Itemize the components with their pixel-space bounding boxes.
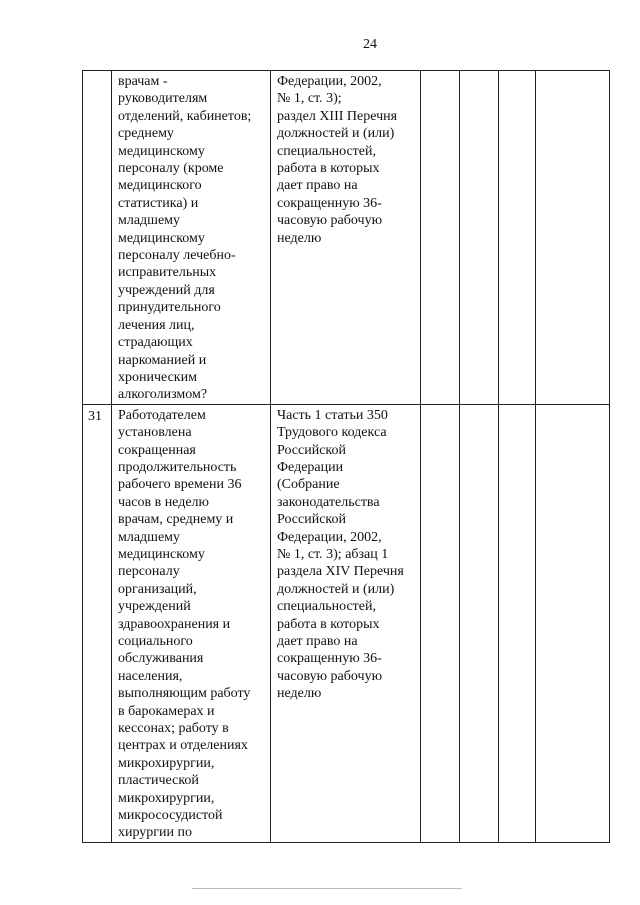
basis-line: неделю [277, 230, 322, 246]
row-number-cell: 31 [83, 404, 112, 842]
basis-line: должностей и (или) [277, 126, 395, 142]
basis-line: сокращенную 36- [277, 195, 382, 211]
page-bottom-rule [192, 888, 462, 889]
basis-line: № 1, ст. 3); [277, 91, 342, 107]
description-line: выполняющим работу [118, 686, 251, 702]
basis-line: часовую рабочую [277, 668, 383, 684]
empty-cell [499, 71, 536, 405]
description-line: пластической [118, 773, 199, 789]
description-line: центрах и отделениях [118, 738, 248, 754]
description-line: младшему [118, 529, 181, 545]
description-line: персоналу (кроме [118, 161, 224, 177]
row-number-cell [83, 71, 112, 405]
legal-basis-cell [271, 404, 421, 842]
description-line: обслуживания [118, 651, 204, 667]
description-line: исправительных [118, 265, 217, 281]
page-number: 24 [363, 37, 377, 52]
description-line: медицинскому [118, 546, 205, 562]
description-line: медицинскому [118, 230, 205, 246]
description-line: учреждений [118, 599, 191, 615]
basis-line: сокращенную 36- [277, 651, 382, 667]
description-line: сокращенная [118, 442, 196, 458]
basis-line: Федерации, 2002, [277, 529, 382, 545]
description-line: учреждений для [118, 282, 215, 298]
description-line: социального [118, 634, 193, 649]
description-line: микрососудистой [118, 808, 223, 824]
basis-line: работа в которых [277, 616, 380, 632]
description-line: организаций, [118, 581, 197, 597]
description-line: среднему [118, 126, 174, 142]
basis-line: Трудового кодекса [277, 425, 387, 441]
description-line: врачам, среднему и [118, 512, 234, 528]
description-line: микрохирургии, [118, 790, 215, 806]
requirement-description-cell [112, 404, 271, 842]
description-line: алкоголизмом? [118, 387, 208, 403]
description-line: здравоохранения и [118, 616, 231, 632]
requirement-description-cell [112, 71, 271, 405]
description-line: медицинского [118, 178, 202, 194]
description-line: статистика) и [118, 195, 199, 211]
empty-cell [460, 71, 499, 405]
description-line: отделений, кабинетов; [118, 108, 252, 124]
basis-line: специальностей, [277, 143, 376, 159]
description-line: хроническим [118, 369, 197, 385]
basis-line: специальностей, [277, 599, 376, 615]
table-row [83, 71, 610, 405]
regulation-table [82, 70, 610, 843]
empty-cell [421, 71, 460, 405]
basis-line: законодательства [277, 494, 380, 510]
basis-line: Российской [277, 442, 346, 458]
description-line: принудительного [118, 300, 221, 316]
basis-line: дает право на [277, 634, 358, 649]
description-line: персоналу лечебно- [118, 248, 236, 264]
basis-line: № 1, ст. 3); абзац 1 [277, 546, 389, 562]
description-line: медицинскому [118, 143, 205, 159]
basis-line: должностей и (или) [277, 581, 395, 597]
basis-line: Федерации, 2002, [277, 74, 382, 89]
basis-line: дает право на [277, 178, 358, 194]
description-line: в барокамерах и [118, 703, 215, 719]
description-line: руководителям [118, 91, 208, 107]
description-line: кессонах; работу в [118, 721, 229, 737]
basis-line: раздел XIII Перечня [277, 108, 398, 124]
legal-basis-cell [271, 71, 421, 405]
description-line: хирургии по [118, 825, 193, 841]
basis-line: неделю [277, 686, 322, 702]
description-line: наркоманией и [118, 352, 207, 368]
description-line: врачам - [118, 74, 168, 89]
basis-line: работа в которых [277, 161, 380, 177]
basis-line: Часть 1 статьи 350 [277, 407, 388, 423]
table-row [83, 404, 610, 842]
description-line: персоналу [118, 564, 180, 580]
empty-cell [460, 404, 499, 842]
empty-cell [499, 404, 536, 842]
description-line: установлена [118, 425, 192, 441]
empty-cell [536, 71, 610, 405]
empty-cell [536, 404, 610, 842]
empty-cell [421, 404, 460, 842]
basis-line: часовую рабочую [277, 213, 383, 229]
basis-line: Федерации [277, 459, 344, 475]
description-line: населения, [118, 668, 183, 684]
basis-line: (Собрание [277, 477, 340, 493]
description-line: микрохирургии, [118, 755, 215, 771]
basis-line: раздела XIV Перечня [277, 564, 404, 580]
description-line: рабочего времени 36 [118, 477, 242, 493]
basis-line: Российской [277, 512, 346, 528]
description-line: продолжительность [118, 459, 237, 475]
description-line: Работодателем [118, 407, 206, 423]
description-line: страдающих [118, 335, 193, 351]
description-line: лечения лиц, [118, 317, 195, 333]
description-line: младшему [118, 213, 181, 229]
description-line: часов в неделю [118, 494, 209, 510]
